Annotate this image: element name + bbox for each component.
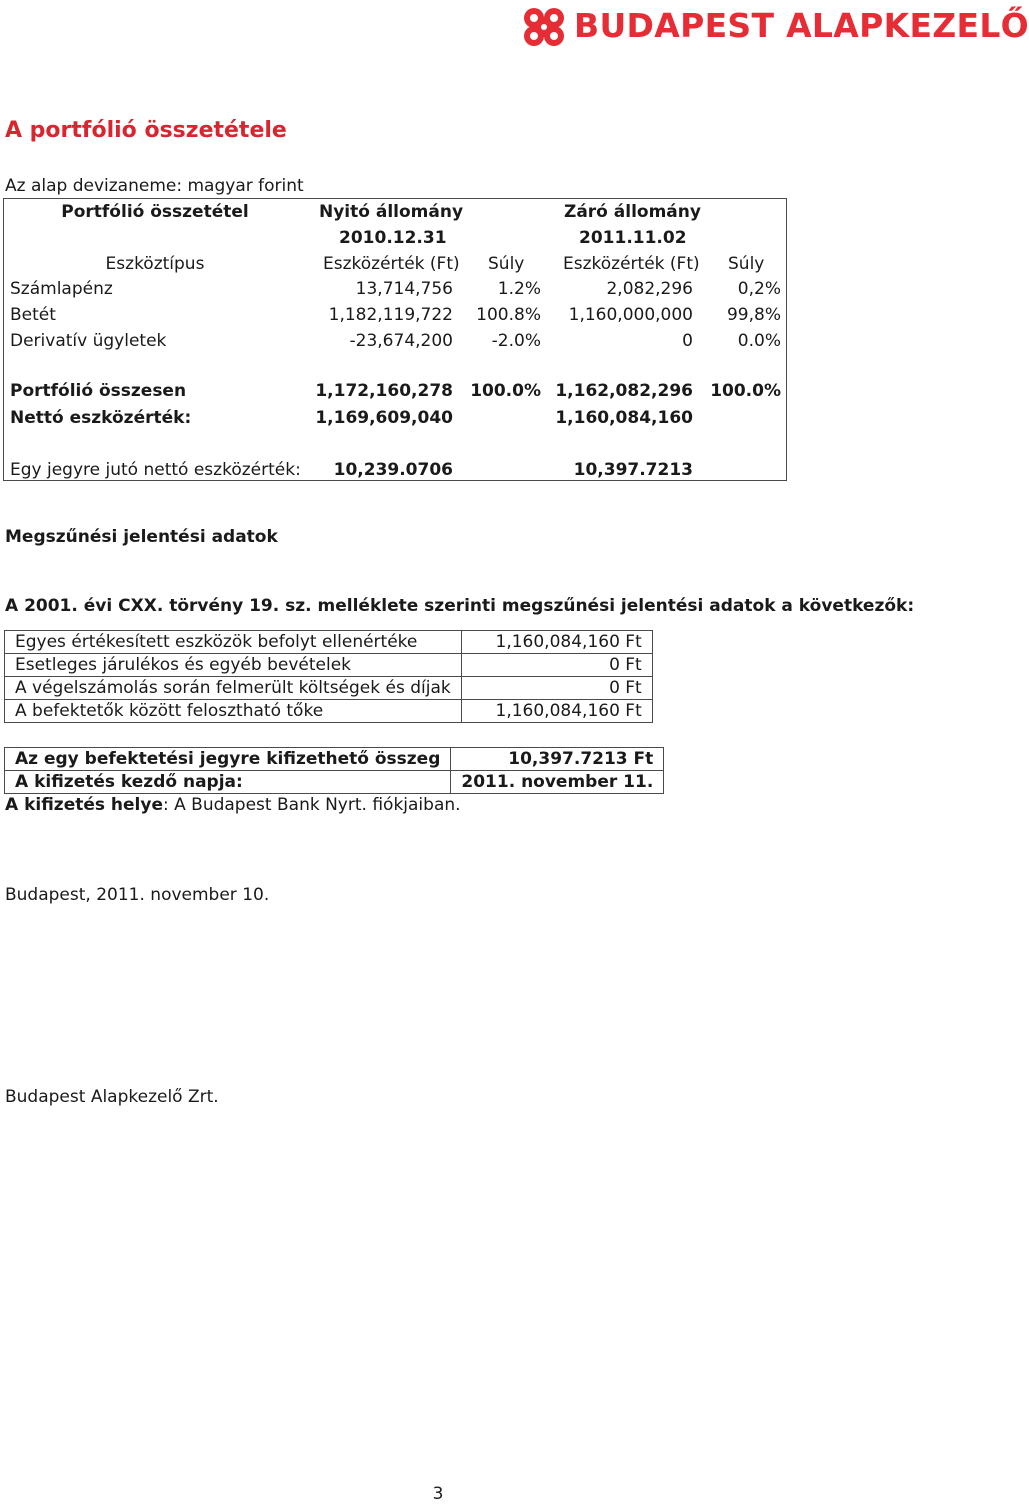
report-label: A végelszámolás során felmerült költségek és díjak (5, 677, 462, 700)
total-open-value: 1,172,160,278 (315, 381, 453, 401)
nav-name: Nettó eszközérték: (10, 408, 192, 428)
opening-date: 2010.12.31 (339, 228, 447, 248)
signature: Budapest Alapkezelő Zrt. (5, 1087, 219, 1107)
total-close-weight: 100.0% (710, 381, 781, 401)
table-row-open-weight: -2.0% (491, 331, 541, 351)
report-label: Egyes értékesített eszközök befolyt ellenértéke (5, 631, 462, 654)
table-row-close-weight: 0.0% (737, 331, 781, 351)
table-row (5, 631, 653, 654)
payout-place-label: A kifizetés helye (5, 795, 163, 815)
logo-text: BUDAPEST ALAPKEZELŐ (574, 6, 1029, 45)
nav-close-value: 1,160,084,160 (555, 408, 693, 428)
table-row-close-value: 2,082,296 (606, 279, 693, 299)
total-close-value: 1,162,082,296 (555, 381, 693, 401)
table-row-name: Számlapénz (10, 279, 113, 299)
nav-per-unit-open-value: 10,239.0706 (333, 460, 453, 480)
report-value: 1,160,084,160 Ft (461, 700, 652, 723)
report-table (4, 630, 653, 723)
report-value: 1,160,084,160 Ft (461, 631, 652, 654)
currency-value: magyar forint (187, 176, 304, 196)
portfolio-table-title: Portfólió összetétel (61, 202, 249, 222)
table-row (5, 654, 653, 677)
col-header-value-close: Eszközérték (Ft) (563, 254, 700, 274)
budapest-flower-icon (520, 6, 568, 48)
section-title-report: Megszűnési jelentési adatok (5, 527, 278, 547)
table-row-open-value: -23,674,200 (349, 331, 453, 351)
payout-label: Az egy befektetési jegyre kifizethető összeg (5, 748, 451, 771)
table-row (5, 677, 653, 700)
report-label: A befektetők között felosztható tőke (5, 700, 462, 723)
brand-logo (520, 4, 1029, 48)
report-value: 0 Ft (461, 654, 652, 677)
total-open-weight: 100.0% (470, 381, 541, 401)
nav-open-value: 1,169,609,040 (315, 408, 453, 428)
table-row-close-value: 0 (682, 331, 693, 351)
table-row (5, 748, 664, 771)
table-row-name: Derivatív ügyletek (10, 331, 167, 351)
table-row-name: Betét (10, 305, 56, 325)
payout-label: A kifizetés kezdő napja: (5, 771, 451, 794)
total-name: Portfólió összesen (10, 381, 187, 401)
table-row (5, 700, 653, 723)
table-row-close-value: 1,160,000,000 (568, 305, 693, 325)
closing-label: Záró állomány (564, 202, 701, 222)
table-row-close-weight: 99,8% (726, 305, 781, 325)
currency-line (5, 176, 304, 196)
table-row-open-value: 13,714,756 (355, 279, 453, 299)
table-row-open-weight: 100.8% (476, 305, 541, 325)
table-row-open-value: 1,182,119,722 (328, 305, 453, 325)
report-intro: A 2001. évi CXX. törvény 19. sz. melléklete szerinti megszűnési jelentési adatok a következők: (5, 596, 915, 616)
payout-value: 2011. november 11. (451, 771, 664, 794)
closing-date: 2011.11.02 (579, 228, 687, 248)
opening-label: Nyitó állomány (319, 202, 464, 222)
table-row-open-weight: 1.2% (497, 279, 541, 299)
col-header-weight-open: Súly (488, 254, 525, 274)
nav-per-unit-name: Egy jegyre jutó nettó eszközérték: (10, 460, 301, 480)
payout-place-line (5, 795, 461, 815)
col-header-value-open: Eszközérték (Ft) (323, 254, 460, 274)
payout-table (4, 747, 664, 794)
table-row (5, 771, 664, 794)
col-header-weight-close: Súly (728, 254, 765, 274)
report-value: 0 Ft (461, 677, 652, 700)
page-number: 3 (432, 1484, 444, 1504)
section-title-portfolio: A portfólió összetétele (5, 118, 287, 143)
nav-per-unit-close-value: 10,397.7213 (573, 460, 693, 480)
table-row-close-weight: 0,2% (737, 279, 781, 299)
report-label: Esetleges járulékos és egyéb bevételek (5, 654, 462, 677)
payout-place-value: : A Budapest Bank Nyrt. fiókjaiban. (163, 795, 461, 815)
payout-value: 10,397.7213 Ft (451, 748, 664, 771)
col-header-type: Eszköztípus (105, 254, 205, 274)
place-date: Budapest, 2011. november 10. (5, 885, 270, 905)
currency-label: Az alap devizaneme: (5, 176, 183, 196)
